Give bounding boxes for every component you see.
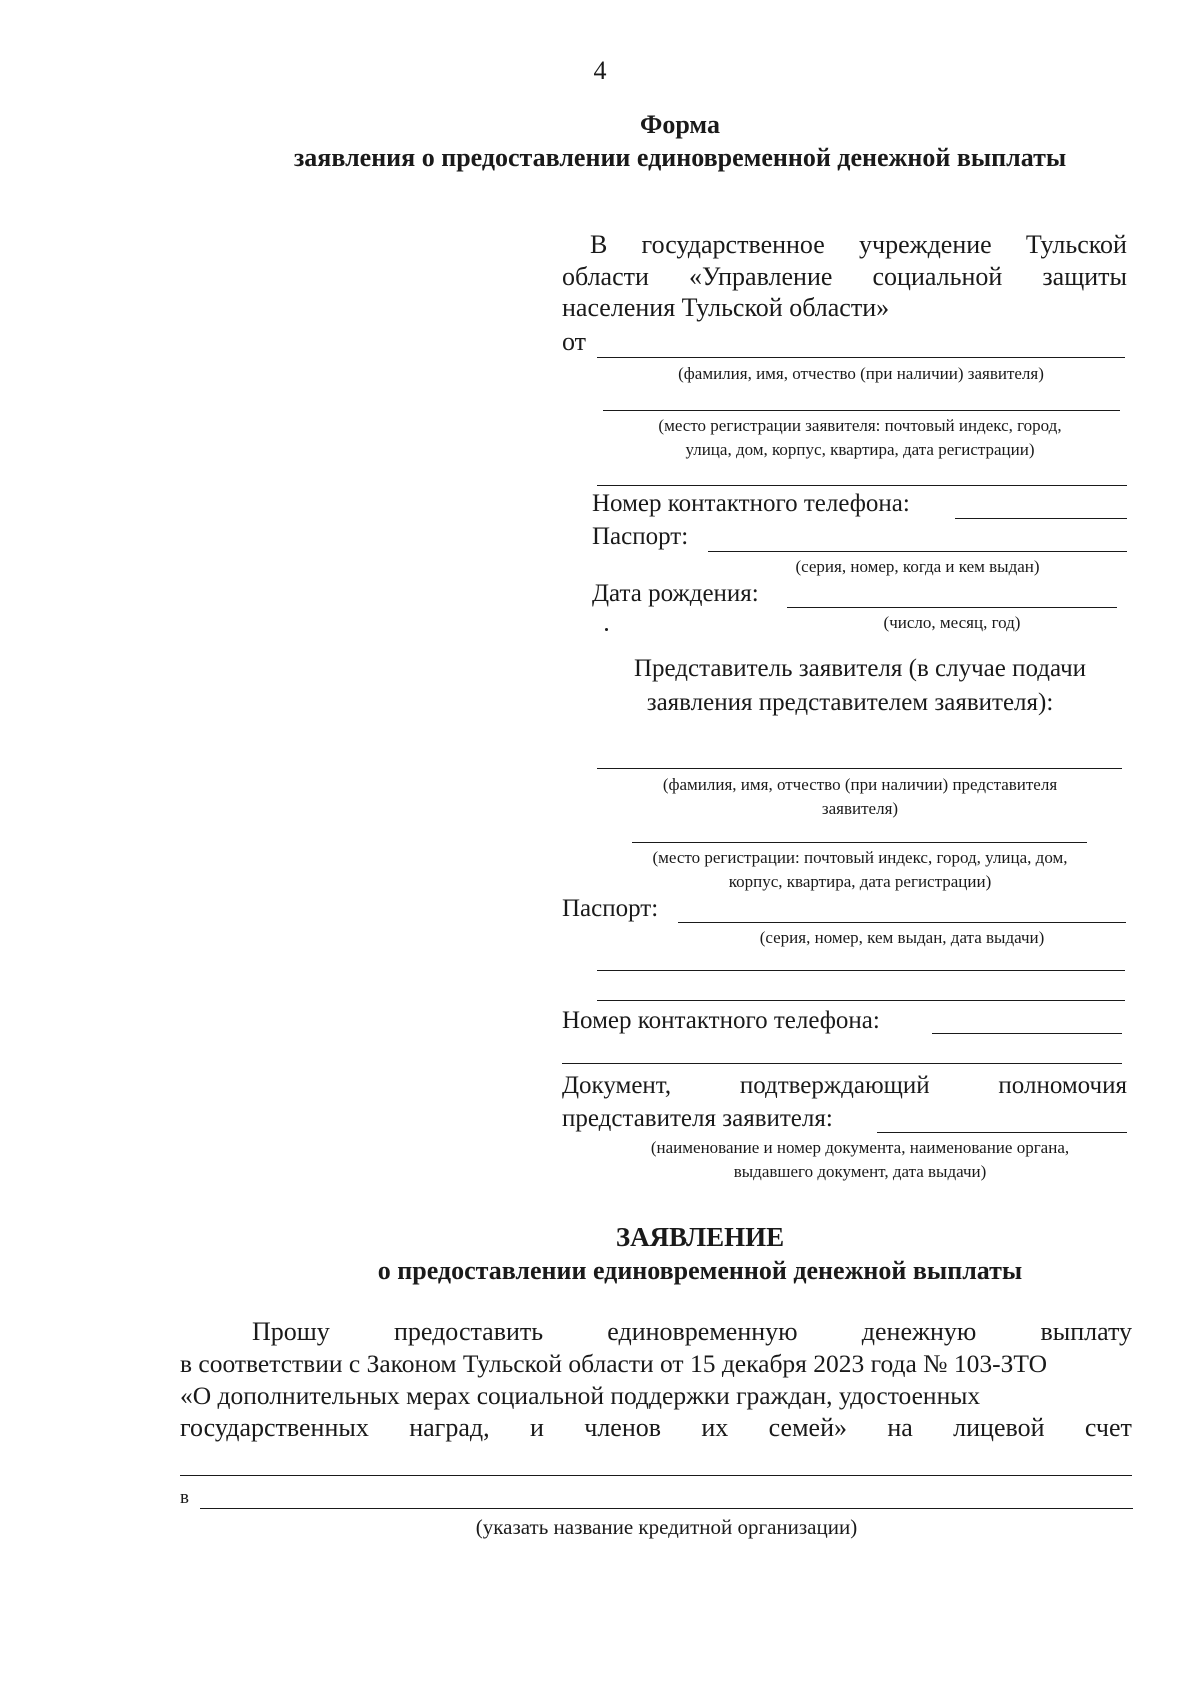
statement-line-2: в соответствии с Законом Тульской области от 15 декабря 2023 года № 103-ЗТО [180,1349,1048,1378]
representative-heading-1: Представитель заявителя (в случае подачи [633,655,1087,682]
birth-date-hint: (число, месяц, год) [883,613,1021,632]
representative-registration-hint-1: (место регистрации: почтовый индекс, город, улица, дом, [652,848,1068,867]
form-title: Форма [640,110,720,139]
form-subtitle: заявления о предоставлении единовременной денежной выплаты [293,143,1067,172]
account-number-field[interactable] [180,1475,1132,1476]
applicant-passport-label: Паспорт: [592,523,689,550]
applicant-name-hint: (фамилия, имя, отчество (при наличии) заявителя) [678,364,1044,383]
applicant-registration-field[interactable] [603,410,1120,411]
statement-line-4: государственных наград, и членов их семей» на лицевой счет [180,1413,1132,1442]
authority-doc-label-1: Документ, подтверждающий полномочия [562,1072,1127,1099]
representative-heading-2: заявления представителем заявителя): [646,689,1054,716]
addressee-line-1: В государственное учреждение Тульской [590,230,1127,259]
applicant-phone-label: Номер контактного телефона: [592,490,910,517]
representative-phone-field-2[interactable] [562,1063,1122,1064]
representative-name-field[interactable] [597,768,1122,769]
representative-name-hint-1: (фамилия, имя, отчество (при наличии) представителя [662,775,1058,794]
applicant-phone-field[interactable] [955,518,1127,519]
statement-line-3: «О дополнительных мерах социальной поддержки граждан, удостоенных [180,1381,981,1410]
applicant-registration-field-2[interactable] [597,485,1127,486]
page-number: 4 [593,56,607,85]
birth-date-label: Дата рождения: [592,580,759,607]
applicant-name-field[interactable] [597,357,1125,358]
applicant-passport-field[interactable] [708,551,1127,552]
statement-line-1: Прошу предоставить единовременную денежную выплату [252,1317,1132,1346]
addressee-line-3: населения Тульской области» [562,293,890,322]
representative-passport-hint: (серия, номер, кем выдан, дата выдачи) [759,928,1045,947]
representative-phone-field[interactable] [932,1033,1122,1034]
statement-title: ЗАЯВЛЕНИЕ [615,1222,785,1252]
bank-name-field[interactable] [200,1508,1133,1509]
addressee-line-2: области «Управление социальной защиты [562,262,1127,291]
applicant-registration-hint-2: улица, дом, корпус, квартира, дата регистрации) [685,440,1035,459]
birth-date-field[interactable] [787,607,1117,608]
authority-doc-field[interactable] [877,1132,1127,1133]
bank-name-hint: (указать название кредитной организации) [475,1515,858,1539]
representative-passport-label: Паспорт: [562,895,659,922]
representative-passport-field-2[interactable] [597,970,1125,971]
representative-passport-field-3[interactable] [597,1000,1125,1001]
stray-dot [605,628,608,631]
representative-phone-label: Номер контактного телефона: [562,1007,880,1034]
applicant-passport-hint: (серия, номер, когда и кем выдан) [795,557,1040,576]
authority-doc-hint-2: выдавшего документ, дата выдачи) [733,1162,987,1181]
representative-registration-field[interactable] [632,842,1087,843]
from-label: от [562,327,587,356]
representative-passport-field[interactable] [678,922,1126,923]
representative-name-hint-2: заявителя) [821,799,899,818]
authority-doc-label-2: представителя заявителя: [562,1105,833,1132]
applicant-registration-hint-1: (место регистрации заявителя: почтовый индекс, город, [658,416,1062,435]
authority-doc-hint-1: (наименование и номер документа, наименование органа, [650,1138,1070,1157]
statement-subtitle: о предоставлении единовременной денежной выплаты [377,1256,1023,1285]
bank-prefix: в [180,1487,189,1508]
representative-registration-hint-2: корпус, квартира, дата регистрации) [728,872,992,891]
